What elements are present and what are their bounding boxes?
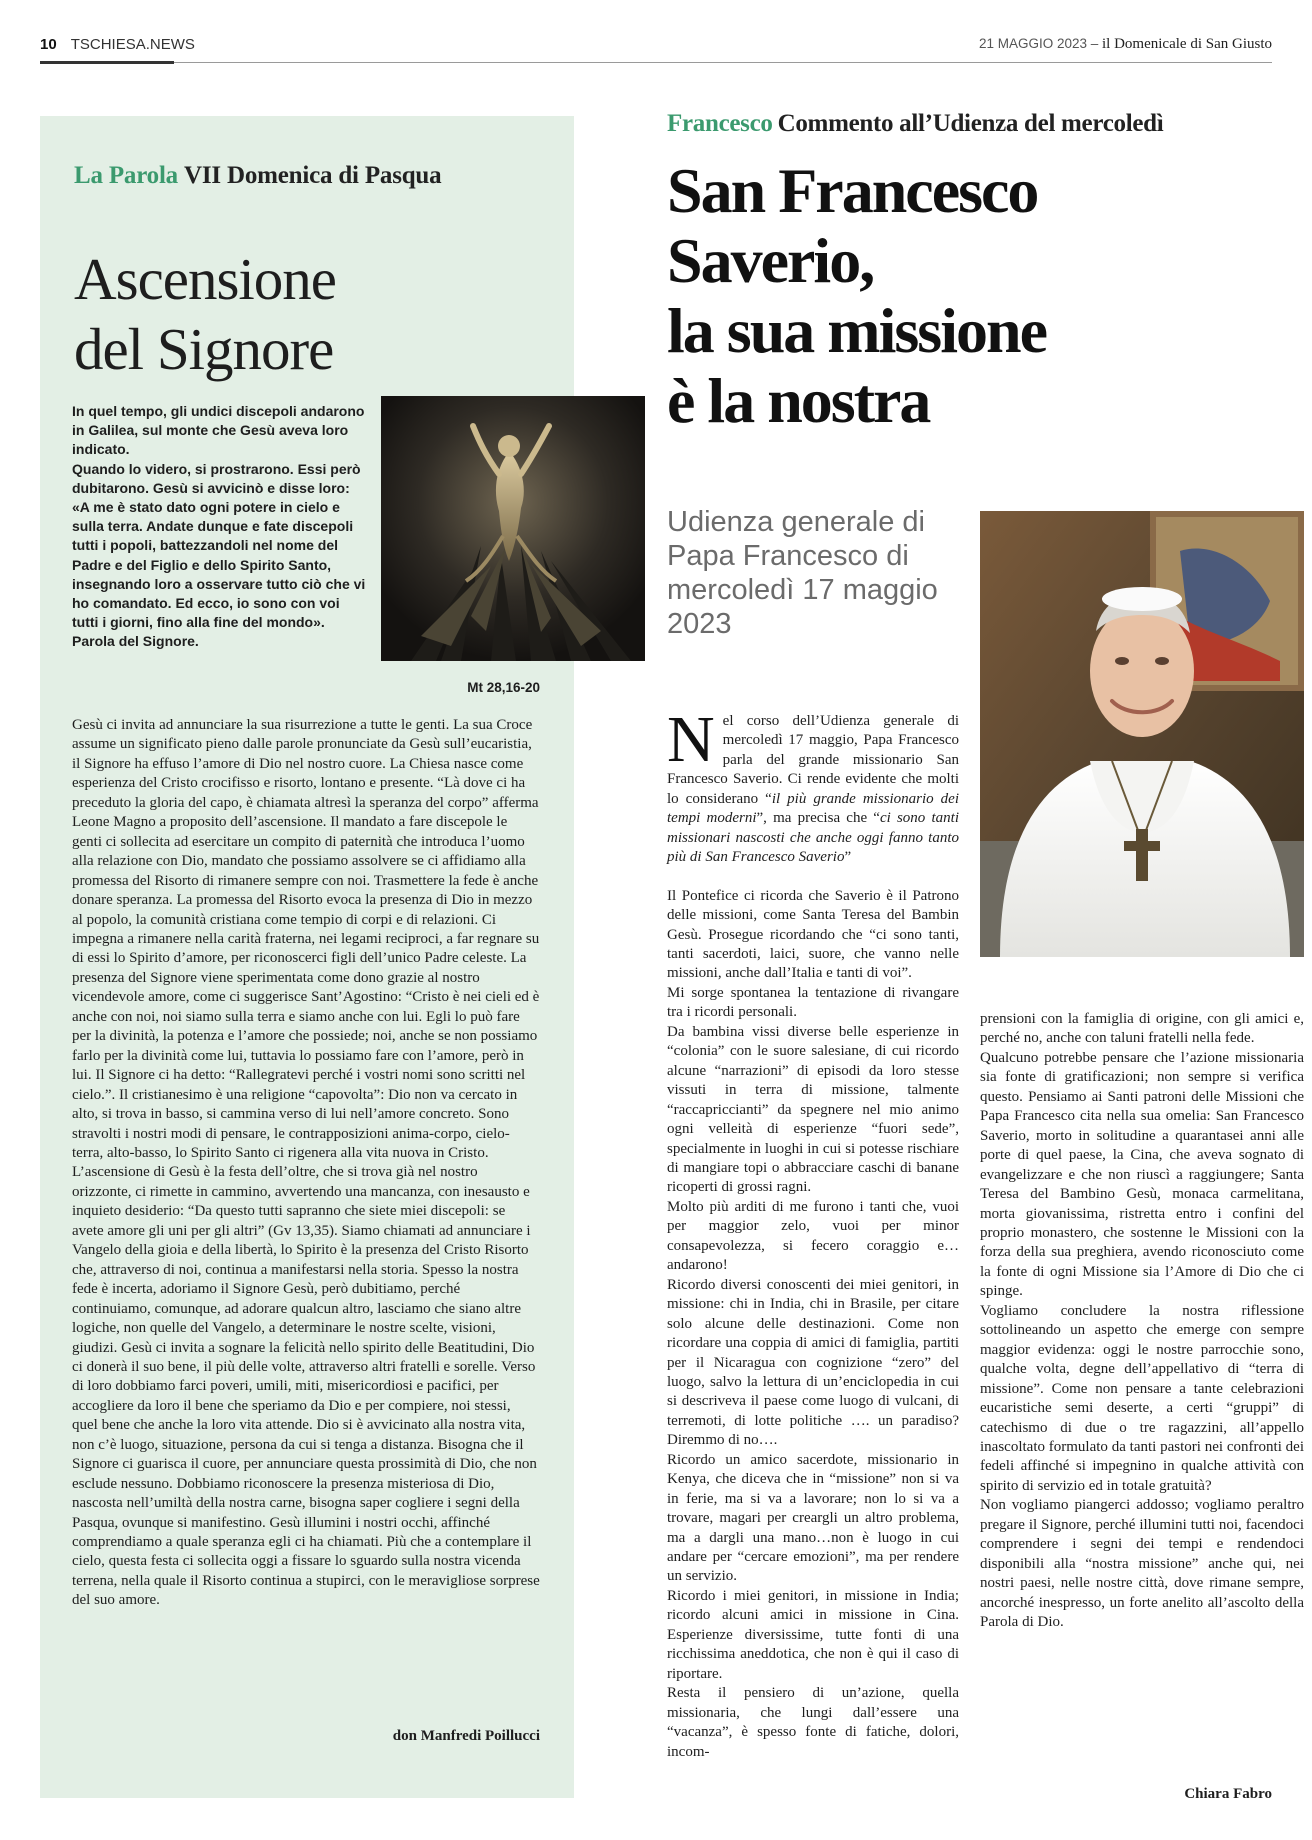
- body-paragraph: Ricordo diversi conoscenti dei miei genitori, in missione: chi in India, chi in Brasile, per citare solo alcune delle destinazioni. Come non ricordare una coppia di amici di famiglia, partiti per il Nicaragua con cognizione “zero” del luogo, salvo la lettura di un’enciclopedia in cui si descriveva il paese come luogo di vulcani, di terremoti, di lotte politiche …. un paradiso? Diremmo di no….: [667, 1276, 959, 1449]
- pope-francis-photo: [980, 511, 1304, 957]
- body-paragraph: Qualcuno potrebbe pensare che l’azione missionaria sia fonte di gratificazioni; non sempre si verifica questo. Pensiamo ai Santi patroni delle Missioni che Papa Francesco cita nella sua omelia: San Francesco Saverio, morto in solitudine a quarantasei anni alle porte di quel paese, la Cina, che aveva sognato di evangelizzare e che non riuscì a raggiungere; Santa Teresa del Bambino Gesù, monaca carmelitana, morta giovanissima, ristretta entro i confini del proprio monastero, che sostenne le Missioni con la forza della sua preghiera, avendo riconosciuto come la fonte di ogni Missione sia l’Amore di Dio che ci spinge.: [980, 1049, 1304, 1300]
- left-kicker-accent: La Parola: [74, 162, 178, 189]
- right-article-title: [667, 156, 1227, 436]
- header-divider: [40, 62, 1272, 63]
- right-title-line: la sua missione: [667, 295, 1046, 366]
- page-header-left: [40, 36, 195, 53]
- left-article-body: [72, 716, 540, 1611]
- body-paragraph: Da bambina vissi diverse belle esperienze in “colonia” con le suore salesiane, di cui ricordo alcune “narrazioni” di episodi da loro stesse vissuti in terra di missione, talmente “raccapriccianti” da spegnere nel mio animo ogni velleità di esperienze “fuori sede”, specialmente in luoghi in cui si potesse rischiare di mangiare topi o abbracciare caschi di banane ricoperti di grossi ragni.: [667, 1023, 959, 1196]
- gospel-reference: Mt 28,16-20: [467, 680, 540, 695]
- lead-paragraph: [667, 703, 959, 868]
- right-article-column-1: [667, 703, 959, 1762]
- page-header-right: [979, 36, 1272, 53]
- ascension-sculpture-photo: [381, 396, 645, 661]
- left-article-title: [74, 244, 336, 384]
- lead-text: ”, ma precisa che “: [756, 810, 880, 827]
- body-paragraph: Ricordo i miei genitori, in missione in India; ricordo alcuni amici in missione in Cina. Esperienze diversissime, tutte fonti di una ricchissima aneddotica, che non è qui il caso di riportare.: [667, 1587, 959, 1682]
- right-title-line: Saverio,: [667, 225, 874, 296]
- paper-name: il Domenicale di San Giusto: [1102, 36, 1272, 52]
- lead-text: el corso dell’Udienza generale di mercoledì 17 maggio, Papa Francesco parla del grande missionario San Francesco Saverio. Ci rende evidente che molti lo considerano “: [667, 713, 959, 807]
- left-kicker: [74, 162, 441, 190]
- body-paragraph: Il Pontefice ci ricorda che Saverio è il Patrono delle missioni, come Santa Teresa del Bambin Gesù. Prosegue ricordando che “ci sono tanti, tanti sacerdoti, laici, suore, che vanno nelle missioni, anche dall’Italia e tanti di voi”.: [667, 887, 959, 982]
- header-divider-accent: [40, 61, 174, 64]
- page-number: 10: [40, 36, 57, 53]
- left-article-author: don Manfredi Poillucci: [392, 1728, 540, 1744]
- left-body-text: Gesù ci invita ad annunciare la sua risurrezione a tutte le genti. La sua Croce assume un significato pieno dalle parole pronunciate da Gesù sull’eucaristia, il Signore ha effuso l’amore di Dio nel nostro cuore. La Chiesa nasce come esperienza del Cristo crocifisso e risorto, lontano e presente. “Là dove ci ha preceduto la gloria del capo, è chiamata altresì la speranza del corpo” afferma Leone Magno a proposito dell’ascensione. Il mandato a fare discepole le genti ci sollecita ad esercitare un compito di paternità che introduca l’uomo alla relazione con Dio, mandato che possiamo assolvere se ci affidiamo alla promessa del Risorto di rimanere sempre con noi. Trasmettere la fede è anche donare speranza. La promessa del Risorto evoca la presenza di Dio in mezzo al popolo, la comunità cristiana come tempio di corpi e di relazioni. Ci impegna a rimanere nella carità fraterna, nei legami reciproci, a far regnare su di essi lo Spirito d’amore, per riconoscerci figli dell’unico Padre celeste. La presenza del Signore viene sperimentata come dono grazie al nostro vicendevole amore, come ci suggerisce Sant’Agostino: “Cristo è nei cieli ed è anche con noi, noi siamo sulla terra e siamo anche con lui. Egli lo può fare per la divinità, la potenza e l’amore che possiede; noi, anche se non possiamo farlo per la divinità come lui, tuttavia lo possiamo fare con l’amore, però in lui. Il Signore ci ha detto: “Rallegratevi perché i vostri nomi sono scritti nel cielo.”. Il cristianesimo è una religione “capovolta”: Dio non va cercato in alto, si trova in basso, si cammina verso di lui nell’amore concreto. Sono stravolti i nostri modi di pensare, le contrapposizioni anima-corpo, cielo-terra, alto-basso, lo Spirito Santo ci rigenera alla vita nuova in Cristo. L’ascensione di Gesù è la festa dell’oltre, che si trova già nel nostro orizzonte, ci rimette in cammino, avvertendo una mancanza, con inesausto e inquieto desiderio: “Da questo tutti sapranno che siete miei discepoli: se avete amore gli uni per gli altri” (Gv 13,35). Siamo chiamati ad annunciare i Vangelo della gioia e della libertà, lo Spirito è la presenza del Cristo Risorto che, attraverso di noi, continua a manifestarsi nella storia. Spesso la nostra fede è incerta, adoriamo il Signore Gesù, però dubitiamo, perché continuiamo, comunque, ad adorare qualcun altro, lasciamo che siano altre logiche, non quelle del Vangelo, a determinare le nostre scelte, visioni, giudizi. Gesù ci invita a sognare la felicità nello spirito delle Beatitudini, Dio ci donerà il suo bene, il più delle volte, attraverso altri fratelli e sorelle. Verso di loro dobbiamo farci poveri, umili, miti, misericordiosi e pacifici, per accogliere da loro il bene che speriamo da Dio e per compiere, noi stessi, quel bene che anche la loro vita attende. Dio si è avvicinato alla nostra vita, non c’è luogo, situazione, persona da cui si tenga a distanza. Bisogna che il Signore ci guarisca il cuore, per annunciare questa prossimità di Dio, che non esclude nessuno. Dobbiamo riconoscere la presenza misteriosa di Dio, nascosta nell’umiltà della nostra carne, bisogna saper cogliere i segni della Pasqua, ovunque si manifestino. Gesù illumini i nostri occhi, affinché comprendiamo a quale speranza egli ci ha chiamati. Più che a contemplare il cielo, questa festa ci sollecita oggi a fissare lo sguardo sulla nostra vicenda terrena, nella quale il Risorto continua a stupirci, con le meravigliose sorprese del suo amore.: [72, 717, 540, 1609]
- lead-quote: ci sono tanti missionari nascosti che anche oggi fanno tanto più di San Francesco Saverio: [667, 810, 959, 866]
- body-paragraph: Molto più arditi di me furono i tanti che, vuoi per maggior zelo, vuoi per minor consapevolezza, si fecero coraggio e… andarono!: [667, 1198, 959, 1274]
- right-kicker: [667, 110, 1163, 138]
- left-title-line-1: Ascensione: [74, 246, 336, 312]
- body-paragraph: prensioni con la famiglia di origine, con gli amici e, perché no, anche con taluni fratelli nella fede.: [980, 1011, 1304, 1047]
- lead-text: ”: [844, 849, 852, 866]
- lead-quote: il più grande missionario dei tempi moderni: [667, 790, 959, 827]
- left-title-line-2: del Signore: [74, 316, 334, 382]
- right-kicker-text: Commento all’Udienza del mercoledì: [777, 110, 1164, 137]
- issue-date: 21 MAGGIO 2023 –: [978, 36, 1099, 51]
- right-article-author: Chiara Fabro: [1184, 1786, 1272, 1802]
- body-paragraph: Resta il pensiero di un’azione, quella missionaria, che lungi dall’essere una “vacanza”, è spesso fonte di fatiche, dolori, incom-: [667, 1685, 959, 1760]
- body-paragraph: Ricordo un amico sacerdote, missionario in Kenya, che diceva che in “missione” non si va in ferie, ma si va a lavorare; non lo si va a trovare, magari per creargli un altro problema, ma a dargli una mano…non è luogo in cui andare per “cercare emozioni”, ma per rendere un servizio.: [667, 1451, 959, 1585]
- right-article-subtitle: Udienza generale di Papa Francesco di mercoledì 17 maggio 2023: [667, 506, 938, 640]
- gospel-paragraph: Parola del Signore.: [72, 633, 199, 650]
- gospel-passage: [72, 402, 368, 652]
- site-name: TSCHIESA.NEWS: [70, 36, 195, 53]
- drop-cap: N: [667, 703, 715, 776]
- gospel-paragraph: In quel tempo, gli undici discepoli andarono in Galilea, sul monte che Gesù aveva loro indicato.: [72, 403, 365, 458]
- right-title-line: è la nostra: [667, 365, 930, 436]
- left-kicker-text: VII Domenica di Pasqua: [184, 162, 442, 189]
- right-title-line: San Francesco: [667, 155, 1038, 226]
- right-kicker-accent: Francesco: [667, 110, 773, 137]
- body-paragraph: Vogliamo concludere la nostra riflessione sottolineando un aspetto che emerge con sempre maggior evidenza: oggi le nostre parrocchie sono, qualche volta, degne dell’appellativo di “terra di missione”. Come non pensare a tante celebrazioni eucaristiche semi deserte, a certi “gruppi” di catechismo di due o tre ragazzini, all’appello inascoltato formulato da tanti pastori nei confronti dei fedeli affinché si impegnino in qualche attività con spirito di servizio ed in totale gratuità?: [980, 1302, 1304, 1494]
- gospel-paragraph: Quando lo videro, si prostrarono. Essi però dubitarono. Gesù si avvicinò e disse loro: «A me è stato dato ogni potere in cielo e sulla terra. Andate dunque e fate discepoli tutti i popoli, battezzandoli nel nome del Padre e del Figlio e dello Spirito Santo, insegnando loro a osservare tutto ciò che vi ho comandato. Ed ecco, io sono con voi tutti i giorni, fino alla fine del mondo».: [72, 460, 366, 631]
- body-paragraph: Mi sorge spontanea la tentazione di rivangare tra i ricordi personali.: [667, 984, 959, 1021]
- right-article-column-2: [980, 1010, 1304, 1633]
- body-paragraph: Non vogliamo piangerci addosso; vogliamo peraltro pregare il Signore, perché illumini tutti noi, facendoci comprendere i segni dei tempi e rendendoci disponibili alla “nostra missione” anche qui, nei nostri paesi, nelle nostre città, dove rimane sempre, ancorché inespresso, un forte anelito all’ascolto della Parola di Dio.: [980, 1497, 1304, 1631]
